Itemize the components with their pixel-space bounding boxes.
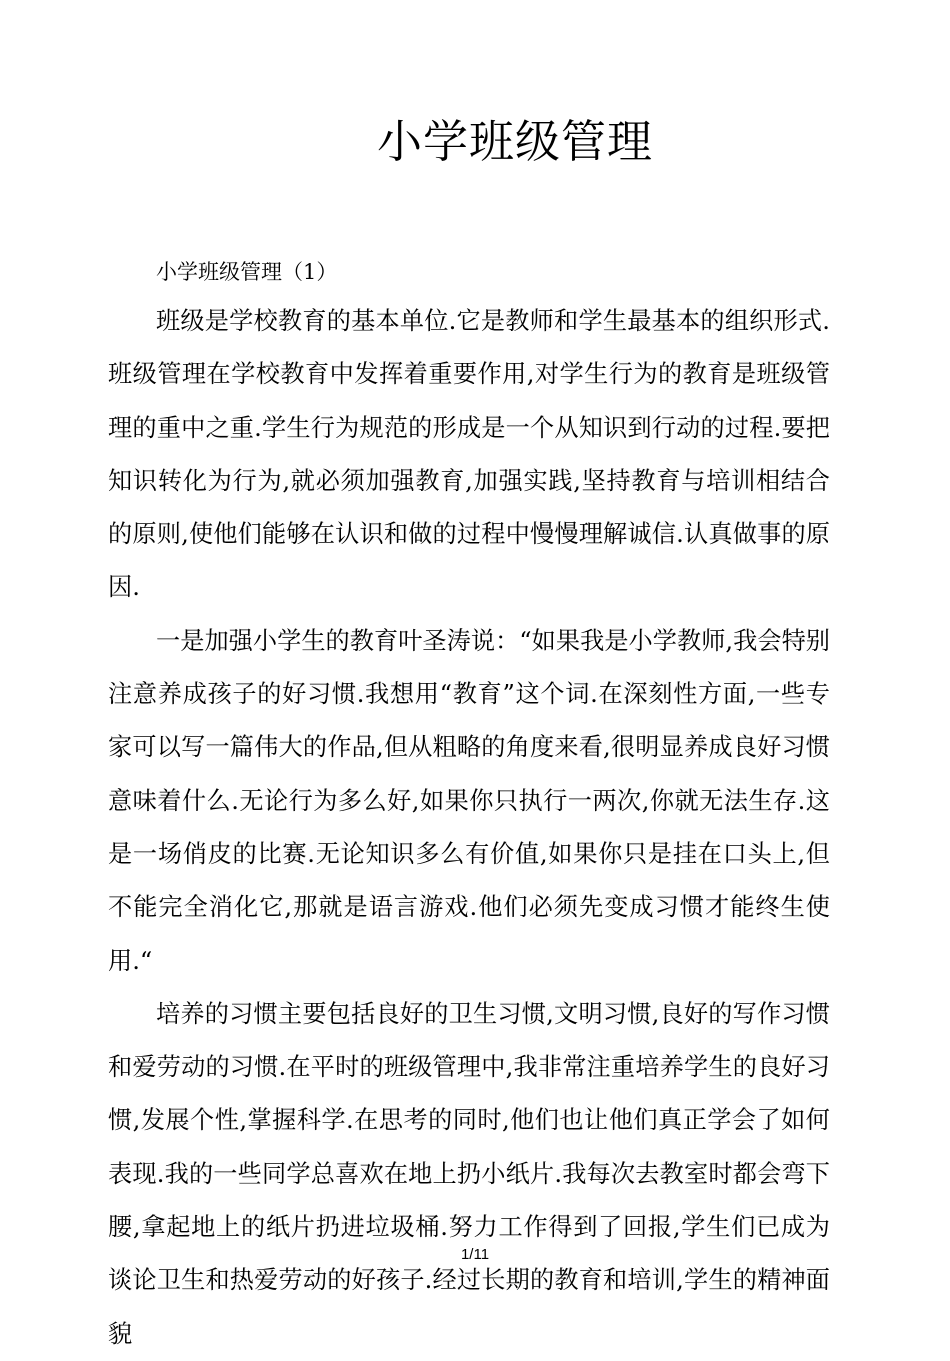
document-body	[108, 250, 830, 1361]
page-title: 小学班级管理	[376, 115, 653, 168]
section-heading: 小学班级管理（1）	[156, 260, 338, 284]
paragraph-1: 班级是学校教育的基本单位.它是教师和学生最基本的组织形式.班级管理在学校教育中发挥着重要作用,对学生行为的教育是班级管理的重中之重.学生行为规范的形成是一个从知识到行动的过程.要把知识转化为行为,就必须加强教育,加强实践,坚持教育与培训相结合的原则,使他们能够在认识和做的过程中慢慢理解诚信.认真做事的原因.	[108, 307, 830, 602]
paragraph-2: 一是加强小学生的教育叶圣涛说：“如果我是小学教师,我会特别注意养成孩子的好习惯.我想用“教育”这个词.在深刻性方面,一些专家可以写一篇伟大的作品,但从粗略的角度来看,很明显养成良好习惯意味着什么.无论行为多么好,如果你只执行一两次,你就无法生存.这是一场俏皮的比赛.无论知识多么有价值,如果你只是挂在口头上,但不能完全消化它,那就是语言游戏.他们必须先变成习惯才能终生使用.“	[108, 626, 830, 975]
paragraph-3: 培养的习惯主要包括良好的卫生习惯,文明习惯,良好的写作习惯和爱劳动的习惯.在平时的班级管理中,我非常注重培养学生的良好习惯,发展个性,掌握科学.在思考的同时,他们也让他们真正学会了如何表现.我的一些同学总喜欢在地上扔小纸片.我每次去教室时都会弯下腰,拿起地上的纸片扔进垃圾桶.努力工作得到了回报,学生们已成为谈论卫生和热爱劳动的好孩子.经过长期的教育和培训,学生的精神面貌	[108, 999, 830, 1348]
page-number: 1/11	[460, 1246, 490, 1263]
